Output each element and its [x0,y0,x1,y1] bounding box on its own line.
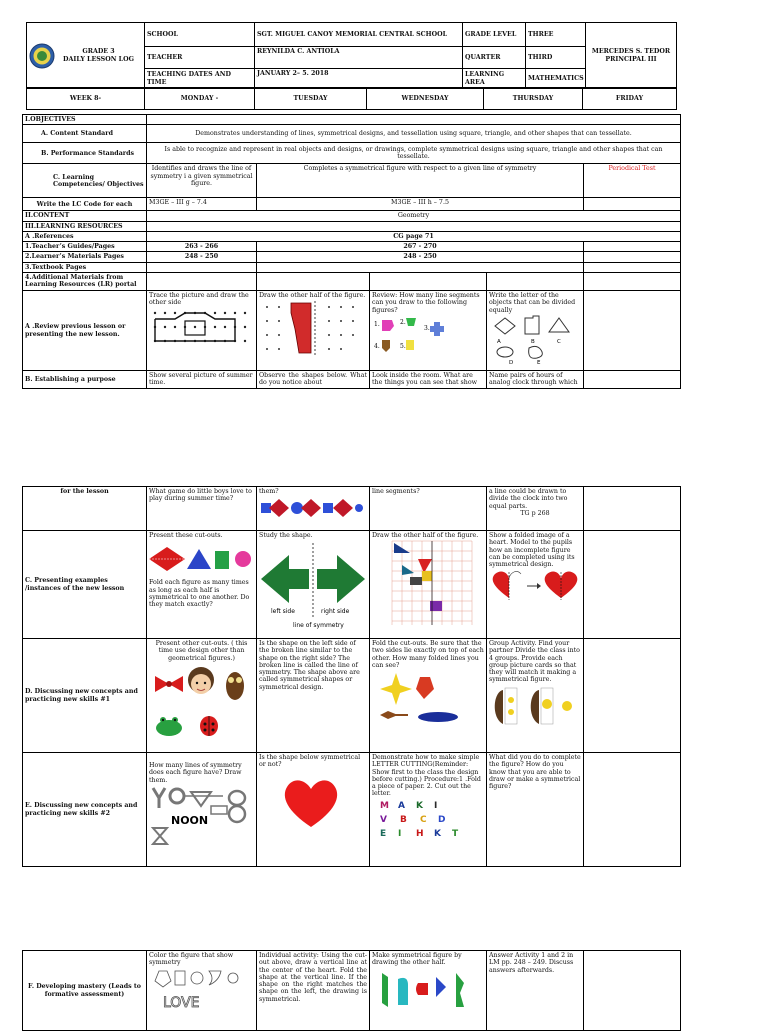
letter-h: H [416,828,424,838]
cutout-shapes [149,539,255,579]
row-e-wednesday [370,753,487,867]
letter-a: A [398,800,405,811]
lm-monday: 248 - 250 [147,252,257,262]
folded-heart-figure [489,568,579,602]
row-a-wednesday [370,291,487,371]
row-b-thursday-ref: TG p 268 [520,509,550,517]
lc-code-tue-thu: M3GE – III h – 7.5 [257,198,584,211]
days-table [26,87,677,110]
row-f-label: F. Developing mastery (Leads to formative assessment) [23,951,147,1031]
row-d-label: D. Discussing new concepts and practicing new skills #1 [23,639,147,753]
row-b-wednesday-cont: line segments? [370,487,487,531]
references-label: A .References [23,231,147,241]
day-friday: FRIDAY [583,88,677,110]
days-row [26,87,677,110]
grade-label: GRADE LEVEL [463,23,526,47]
letter-t: T [452,828,459,838]
divide-equally-shapes [489,314,581,366]
thu-letter-b: B [531,338,535,345]
header-title-log: DAILY LESSON LOG [63,55,134,63]
wed-num-3: 3. [424,324,430,332]
row-b-thursday-cont-text: a line could be drawn to divide the clock into two equal parts. [489,488,568,510]
competency-monday: Identifies and draws the line of symmetry i a given symmetrical figure. [147,164,257,198]
tg-tue-thu: 267 - 270 [257,242,584,252]
teacher-value: REYNILDA C. ANTIOLA [255,47,463,69]
tue-right-side-label: right side [321,608,350,616]
row-d-tuesday: Is the shape on the left side of the broken line similar to the shape on the right side? The broken line is called the line of symmetry. The shape above are called symmetrical shapes or symmetrical design. [257,639,370,753]
row-f-wednesday [370,951,487,1031]
row-b-label: B. Establishing a purpose [23,371,147,389]
references-value: CG page 71 [147,231,681,241]
row-f-thursday: Answer Activity 1 and 2 in LM pp. 248 – 249. Discuss answers afterwards. [487,951,584,1031]
row-b-tuesday: Observe the shapes below. What do you notice about [257,371,370,389]
row-e-tuesday-text: Is the shape below symmetrical or not? [259,754,361,769]
lm-tue-thu: 248 - 250 [257,252,584,262]
school-value: SGT. MIGUEL CANOY MEMORIAL CENTRAL SCHOOL [255,23,463,47]
row-c-monday-text: Present these cut-outs. [149,532,223,539]
lm-label: 2.Learner’s Materials Pages [23,252,147,262]
dates-value: JANUARY 2– 5. 2018 [255,69,463,89]
letter-m: M [380,800,389,811]
row-b-tuesday-cont-text: them? [259,488,279,495]
day-wednesday: WEDNESDAY [367,88,484,110]
textbook-label: 3.Textbook Pages [23,262,147,272]
letter-c: C [420,814,427,825]
letter-i2: I [398,828,402,838]
row-e-label: E. Discussing new concepts and practicing new skills #2 [23,753,147,867]
header-block [26,22,677,89]
main-block-3 [22,950,681,1031]
trace-dots-figure [149,307,249,347]
main-table-3 [22,950,681,1031]
row-d-monday [147,639,257,753]
row-f-monday [147,951,257,1031]
main-table-1 [22,114,681,389]
letter-k2: K [434,828,441,838]
row-d-monday-text: Present other cut-outs. ( this time use design other than geometrical figures.) [155,640,248,662]
thu-letter-a: A [497,338,501,345]
tue-left-side-label: left side [271,608,295,616]
principal-cell [586,23,677,89]
performance-standard-text: Is able to recognize and represent in real objects and designs, or drawings, complete symmetrical designs using square, triangle and other shapes that can tessellate. [147,143,681,164]
teacher-label: TEACHER [145,47,255,69]
design-cutouts [149,662,255,742]
main-block-1 [22,114,681,389]
row-b-tuesday-cont [257,487,370,531]
row-c-wednesday-text: Draw the other half of the figure. [372,532,479,539]
row-d-wednesday-text: Fold the cut-outs. Be sure that the two sides lie exactly on top of each other. How many folded lines you can see? [372,640,484,669]
row-d-thursday [487,639,584,753]
area-label: LEARNING AREA [463,69,526,89]
row-e-monday [147,753,257,867]
row-c-tuesday [257,531,370,639]
love-word: LOVE [163,994,200,1011]
performance-standard-label: B. Performance Standards [23,143,147,164]
row-f-wednesday-text: Make symmetrical figure by drawing the other half. [372,952,462,967]
row-f-tuesday: Individual activity: Using the cut-out above, draw a vertical line at the center of the heart. Fold the shape at the vertical line. If the shape on the right matches the shape on the left, the drawing is symmetrical. [257,951,370,1031]
content-text: Geometry [147,211,681,221]
content-standard-label: A. Content Standard [23,125,147,143]
main-block-2 [22,486,681,867]
tg-label: 1.Teacher’s Guides/Pages [23,242,147,252]
row-e-wednesday-text: Demonstrate how to make simple LETTER CUTTING(Reminder: Show first to the class the design before cutting.) Procedure:1 .Fold a piece of paper. 2. Cut out the letter. [372,754,481,798]
row-a-monday [147,291,257,371]
main-table-2 [22,486,681,867]
tue-line-of-symmetry-label: line of symmetry [293,622,344,630]
row-a-tuesday [257,291,370,371]
row-f-monday-text: Color the figure that show symmetry [149,952,234,967]
row-d-thursday-text: Group Activity. Find your partner Divide the class into 4 groups. Provide each group picture cards so that they will match it making a symmetrical figure. [489,640,580,684]
resources-label: III.LEARNING RESOURCES [23,221,147,231]
picture-cards [489,684,579,730]
folded-cutouts [372,669,482,733]
grade-value: THREE [526,23,586,47]
row-b-label-cont: for the lesson [23,487,147,531]
additional-materials-label: 4.Additional Materials from Learning Resources (LR) portal [23,273,147,291]
deped-seal-icon [29,43,55,69]
principal-name: MERCEDES S. TEDOR [591,48,671,56]
row-a-label: A .Review previous lesson or presenting the new lesson. [23,291,147,371]
wed-num-1: 1. [374,320,380,328]
row-a-thursday-text: Write the letter of the objects that can be divided equally [489,292,576,314]
row-a-monday-text: Trace the picture and draw the other side [149,292,249,307]
objectives-heading: I.OBJECTIVES [23,115,147,125]
content-label: II.CONTENT [23,211,147,221]
row-c-label: C. Presenting examples /instances of the new lesson [23,531,147,639]
header-table [26,22,677,89]
row-c-monday-text2: Fold each figure as many times as long as each half is symmetrical to one another. Do they match exactly? [149,579,250,609]
half-figure-grid [259,299,363,357]
header-title-cell [27,23,145,89]
row-e-thursday: What did you do to complete the figure? How do you know that you are able to draw or make a symmetrical figure? [487,753,584,867]
row-a-wednesday-text: Review: How many line segments can you draw to the following figures? [372,292,480,314]
competency-tue-thu: Completes a symmetrical figure with respect to a given line of symmetry [257,164,584,198]
thu-letter-d: D [509,359,514,366]
school-label: SCHOOL [145,23,255,47]
line-segment-shapes [372,314,482,354]
letter-i: I [434,800,438,811]
day-thursday: THURSDAY [484,88,583,110]
row-c-monday [147,531,257,639]
row-a-tuesday-text: Draw the other half of the figure. [259,292,366,300]
row-c-thursday-text: Show a folded image of a heart. Model to the pupils how an incomplete figure can be completed using its symmetrical design. [489,532,575,569]
quarter-label: QUARTER [463,47,526,69]
noon-word: NOON [171,813,209,827]
competencies-label: C. Learning Competencies/ Objectives [23,164,147,198]
row-d-wednesday [370,639,487,753]
content-standard-text: Demonstrates understanding of lines, symmetrical designs, and tessellation using square, triangle, and other shapes that can tessellate. [147,125,681,143]
row-b-wednesday: Look inside the room. What are the things you can see that show [370,371,487,389]
competency-friday: Periodical Test [584,164,681,198]
row-b-monday-cont: What game do little boys love to play during summer time? [147,487,257,531]
dates-label: TEACHING DATES AND TIME [145,69,255,89]
row-b-thursday-cont [487,487,584,531]
letter-b: B [400,814,407,825]
area-value: MATHEMATICS [526,69,586,89]
half-figures-to-complete [372,967,480,1011]
day-tuesday: TUESDAY [255,88,367,110]
row-b-monday: Show several picture of summer time. [147,371,257,389]
row-e-monday-text: How many lines of symmetry does each figure have? Draw them. [149,762,242,784]
letter-d: D [438,814,446,825]
heart-shape [259,769,363,833]
header-title-grade: GRADE 3 [82,48,115,56]
tg-monday: 263 - 266 [147,242,257,252]
row-c-tuesday-text: Study the shape. [259,532,313,539]
wed-num-5: 5. [400,342,406,350]
day-monday: MONDAY - [145,88,255,110]
letter-v: V [380,814,387,825]
principal-title: PRINCIPAL III [605,55,657,63]
quarter-value: THIRD [526,47,586,69]
row-c-thursday [487,531,584,639]
letter-e: E [380,828,387,838]
wed-num-2: 2. [400,318,406,326]
day-week: WEEK 8- [27,88,145,110]
lc-code-label: Write the LC Code for each [23,198,147,211]
letter-cuttings [372,798,480,838]
shape-pattern [259,495,363,521]
thu-letter-c: C [557,338,561,345]
letter-k: K [416,800,423,811]
thu-letter-e: E [537,359,541,366]
wed-num-4: 4. [374,342,380,350]
symmetry-coloring-figures [149,967,249,1011]
row-b-thursday: Name pairs of hours of analog clock through which [487,371,584,389]
arrow-symmetry-figure [259,539,367,631]
row-e-tuesday [257,753,370,867]
row-c-wednesday [370,531,487,639]
row-a-thursday [487,291,584,371]
lc-code-monday: M3GE – III g – 7.4 [147,198,257,211]
grid-half-figures [372,539,476,627]
lines-of-symmetry-figures [149,784,253,850]
